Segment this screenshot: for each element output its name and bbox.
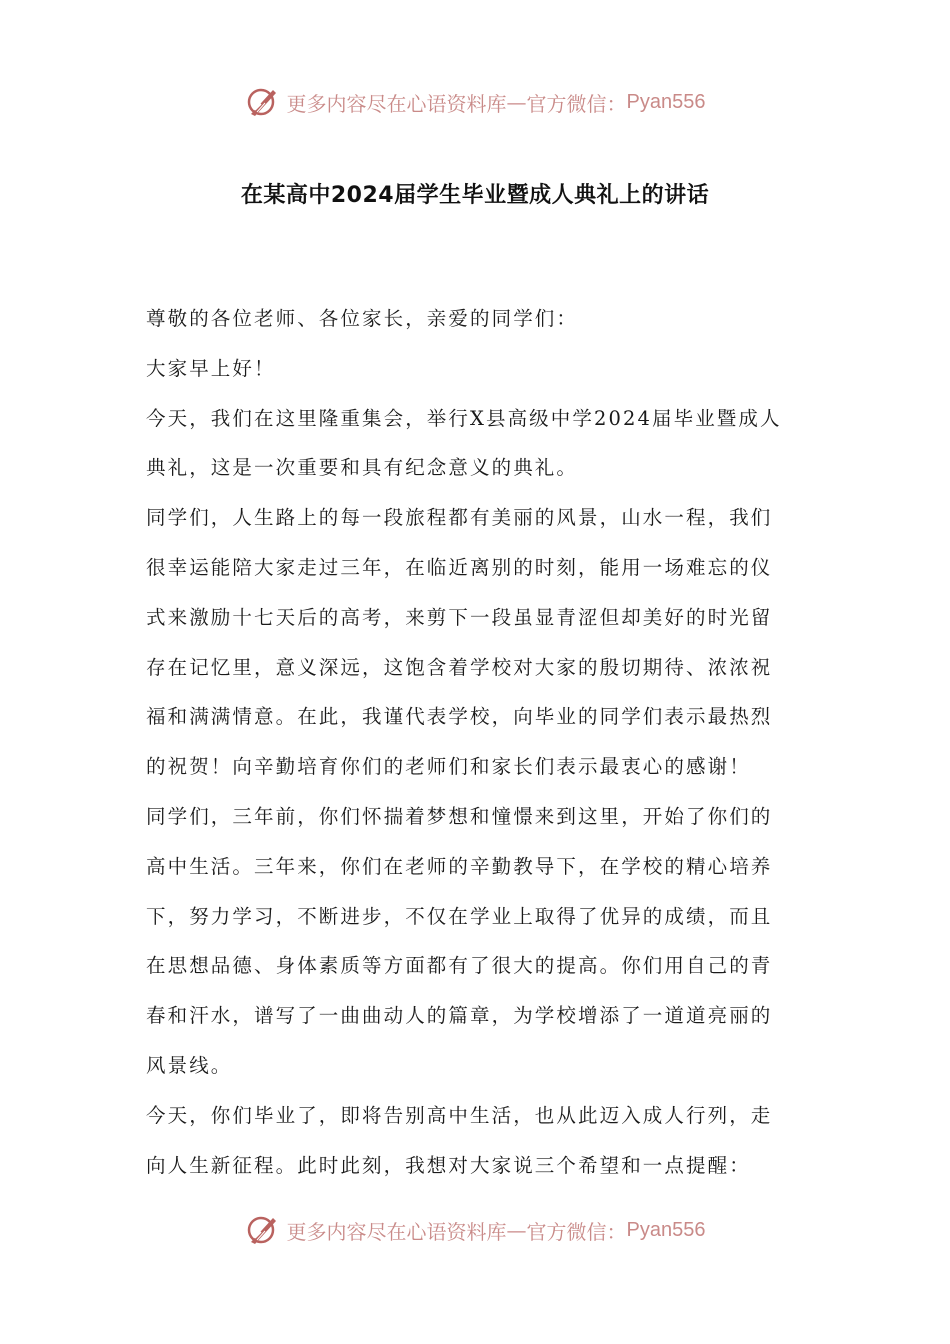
body-line: 福和满满情意。在此，我谨代表学校，向毕业的同学们表示最热烈	[146, 705, 773, 729]
header-banner	[0, 80, 950, 124]
body-line: 在思想品德、身体素质等方面都有了很大的提高。你们用自己的青	[146, 954, 773, 978]
banner-official-label: 官方微信：	[526, 91, 627, 116]
body-line: 的祝贺！向辛勤培育你们的老师们和家长们表示最衷心的感谢！	[146, 755, 751, 779]
body-line: 风景线。	[146, 1053, 233, 1077]
banner-official-label: 官方微信：	[526, 1219, 627, 1244]
banner-wechat-id: Pyan556	[626, 90, 706, 113]
body-line: 同学们，三年前，你们怀揣着梦想和憧憬来到这里，开始了你们的	[146, 804, 773, 828]
feather-pen-logo-icon	[245, 1212, 281, 1248]
body-line: 向人生新征程。此时此刻，我想对大家说三个希望和一点提醒：	[146, 1153, 751, 1177]
body-line: 高中生活。三年来，你们在老师的辛勤教导下，在学校的精心培养	[146, 854, 773, 878]
document-title: 在某高中2024届学生毕业暨成人典礼上的讲话	[240, 183, 710, 208]
banner-dash: —	[506, 1218, 527, 1242]
body-line: 春和汗水，谱写了一曲曲动人的篇章，为学校增添了一道道亮丽的	[146, 1004, 773, 1028]
body-line: 同学们，人生路上的每一段旅程都有美丽的风景，山水一程，我们	[146, 506, 773, 530]
body-line: 存在记忆里，意义深远，这饱含着学校对大家的殷切期待、浓浓祝	[146, 655, 773, 679]
body-line: 尊敬的各位老师、各位家长，亲爱的同学们：	[146, 307, 579, 330]
body-line: 很幸运能陪大家走过三年，在临近离别的时刻，能用一场难忘的仪	[146, 555, 773, 579]
body-line: 典礼，这是一次重要和具有纪念意义的典礼。	[146, 456, 579, 480]
body-line: 今天，你们毕业了，即将告别高中生活，也从此迈入成人行列，走	[146, 1103, 773, 1127]
document-body	[146, 294, 806, 1190]
banner-wechat-id: Pyan556	[626, 1218, 706, 1241]
banner-text: 更多内容尽在心语资料库	[286, 1219, 507, 1244]
body-line: 大家早上好！	[146, 356, 276, 380]
banner-dash: —	[506, 90, 527, 114]
body-line: 式来激励十七天后的高考，来剪下一段虽显青涩但却美好的时光留	[146, 605, 773, 629]
body-line: 下，努力学习，不断进步，不仅在学业上取得了优异的成绩，而且	[146, 904, 773, 928]
body-line: 今天，我们在这里隆重集会，举行X县高级中学2024届毕业暨成人	[146, 406, 782, 430]
banner-text: 更多内容尽在心语资料库	[286, 91, 507, 116]
feather-pen-logo-icon	[245, 84, 281, 120]
footer-banner	[0, 1208, 950, 1252]
